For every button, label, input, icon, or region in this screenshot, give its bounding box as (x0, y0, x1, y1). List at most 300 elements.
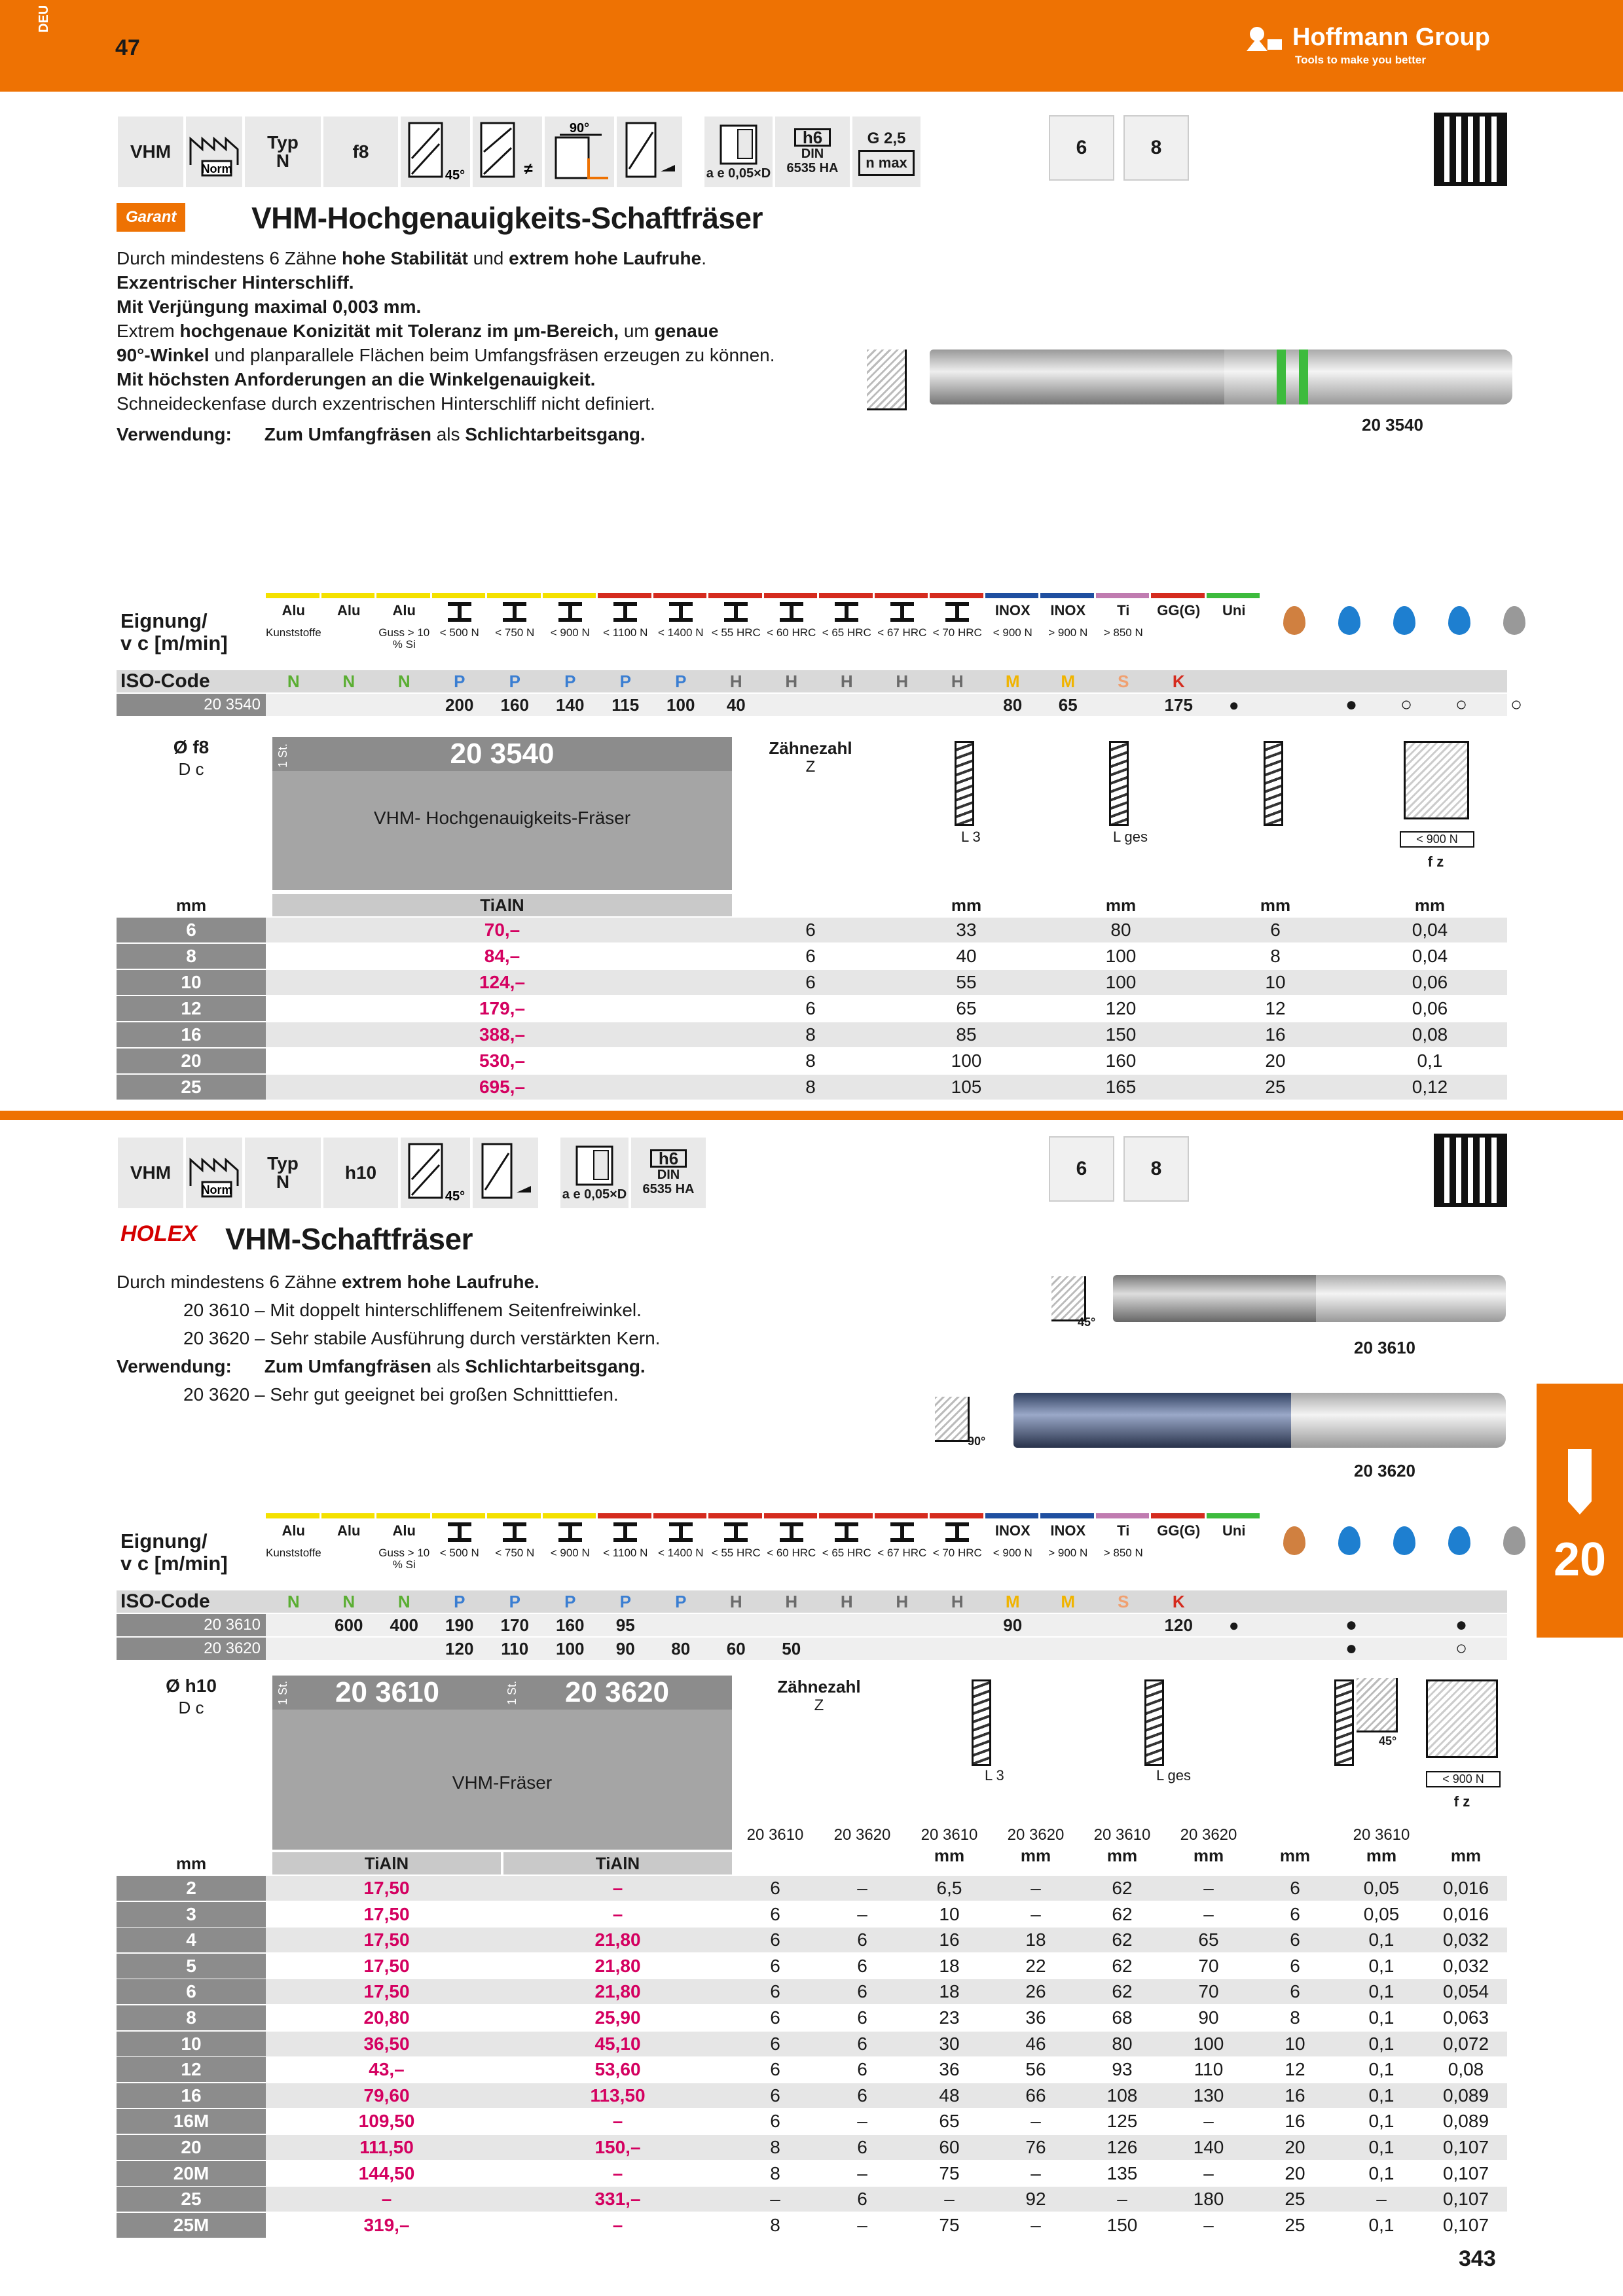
size-cell: 16M (117, 2109, 266, 2134)
qr-code-1[interactable] (1434, 113, 1507, 186)
material-col-sub: < 60 HRC (767, 626, 816, 639)
material-col-title: GG(G) (1157, 602, 1201, 619)
value-cell: 0,04 (1412, 946, 1448, 966)
value-cell: 0,12 (1412, 1077, 1448, 1097)
value-cell: 6 (805, 946, 816, 966)
material-color-bar (708, 1513, 762, 1518)
price-cell[interactable]: 109,50 (358, 2111, 415, 2132)
price-cell[interactable]: 36,50 (363, 2033, 410, 2054)
price-cell[interactable]: – (612, 1878, 623, 1898)
balance-grade: G 2,5 (867, 130, 906, 147)
iso-letter: P (619, 1592, 631, 1611)
shank-h6-box (774, 115, 851, 188)
size-cell: 8 (117, 944, 266, 969)
material-color-bar (1151, 593, 1205, 598)
ae-depth-icon-2 (559, 1136, 630, 1210)
desc-part: Mit Verjüngung maximal 0,003 mm. (117, 296, 422, 317)
value-cell: 0,032 (1442, 1955, 1489, 1976)
teeth-sub-2: Z (814, 1696, 824, 1714)
desc2-line5: 20 3620 – Sehr gut geeignet bei großen Schnitttiefen. (183, 1384, 619, 1405)
price-cell[interactable]: 695,– (479, 1077, 526, 1097)
value-cell: 6 (770, 1878, 780, 1898)
steel-web (734, 1526, 738, 1538)
iso-code-label: ISO-Code (120, 670, 210, 692)
page-number-right: 343 (1459, 2246, 1496, 2271)
usage-label: Verwendung: (117, 424, 232, 444)
value-cell: – (857, 1903, 867, 1924)
material-col-sub: < 65 HRC (822, 1547, 871, 1559)
material-label-2: VHM (117, 1136, 185, 1210)
value-cell: 18 (939, 1981, 960, 2002)
steel-web (458, 1526, 462, 1538)
desc-part: . (701, 248, 706, 268)
value-cell: 6 (857, 1981, 867, 2002)
svg-text:≠: ≠ (524, 160, 533, 178)
value-cell: 6 (1290, 1878, 1300, 1898)
value-cell: 65 (1198, 1929, 1219, 1950)
iso-letter: H (951, 1592, 964, 1611)
value-cell: 8 (1290, 2007, 1300, 2028)
lges-label: L ges (1113, 829, 1148, 845)
lges-label-2: L ges (1156, 1767, 1192, 1784)
page-number-left: 47 (115, 35, 140, 60)
material-col-sub: < 1400 N (658, 1547, 704, 1559)
material-col-sub: Kunststoffe (266, 1547, 321, 1559)
usage-bold-1: Zum Umfangfräsen (264, 424, 431, 444)
value-cell: 0,016 (1442, 1878, 1489, 1898)
price-cell[interactable]: 179,– (479, 998, 526, 1018)
teeth-6-icon-2: 6 (1049, 1136, 1114, 1202)
desc-part: Exzentrischer Hinterschliff. (117, 272, 354, 293)
value-cell: 0,1 (1368, 2162, 1395, 2183)
steel-strength-label: < 900 N (1400, 831, 1474, 848)
tool-dimension-icon (1264, 741, 1283, 826)
desc-part: 90°-Winkel (117, 345, 210, 365)
steel-profile-icon (613, 1522, 637, 1542)
price-table-1 (117, 737, 1507, 1097)
value-cell: – (1376, 2189, 1387, 2210)
value-cell: 0,05 (1363, 1903, 1400, 1924)
cutting-speed-cell: 100 (666, 695, 695, 715)
value-cell: 6 (770, 1981, 780, 2002)
value-cell: 140 (1193, 2137, 1224, 2157)
coolant-mist-icon (1503, 1526, 1525, 1555)
value-cell: 10 (1285, 2033, 1305, 2054)
corner-90-icon (543, 115, 615, 188)
desc-part: Mit höchsten Anforderungen an die Winkelgenauigkeit. (117, 369, 596, 389)
sub-header: 20 3620 (1007, 1826, 1065, 1844)
material-color-bar (598, 593, 651, 598)
value-cell: 62 (1112, 1929, 1133, 1950)
price-cell[interactable]: 17,50 (363, 1903, 410, 1924)
suitability-label-2: v c [m/min] (120, 1552, 228, 1575)
cutter-image-20-3610 (1113, 1275, 1329, 1322)
iso-letter: H (896, 672, 909, 691)
product-title-2: VHM-Schaftfräser (225, 1222, 473, 1256)
material-color-bar (487, 1513, 541, 1518)
iso-letter: P (619, 672, 631, 691)
diameter-label-2: Ø h10 (166, 1676, 217, 1696)
price-cell[interactable]: 113,50 (590, 2085, 646, 2106)
price-cell[interactable]: 17,50 (363, 1878, 410, 1898)
value-cell: – (857, 2111, 867, 2132)
price-cell[interactable]: 17,50 (363, 1929, 410, 1950)
material-color-bar (819, 593, 873, 598)
material-col-title: Alu (282, 602, 305, 619)
steel-profile-icon (890, 1522, 914, 1542)
steel-web (513, 1526, 517, 1538)
value-cell: 8 (1270, 946, 1281, 966)
value-cell: 6 (770, 2033, 780, 2054)
value-cell: 68 (1112, 2007, 1133, 2028)
size-cell: 12 (117, 996, 266, 1021)
value-cell: 0,1 (1368, 2085, 1395, 2106)
tool-dimension-icon-2 (1334, 1679, 1354, 1766)
brand-name: Hoffmann Group (1292, 24, 1490, 51)
size-cell: 25 (117, 1075, 266, 1100)
value-cell: 0,089 (1442, 2111, 1489, 2132)
value-cell: 6 (857, 2137, 867, 2157)
material-color-bar (1207, 1513, 1260, 1518)
iso-letter: H (729, 672, 742, 691)
desc-line (117, 246, 850, 270)
material-col-title: Ti (1117, 602, 1130, 619)
steel-web (845, 606, 848, 618)
teeth-8-icon: 8 (1123, 115, 1189, 181)
value-cell: 165 (1105, 1077, 1137, 1097)
cutting-speed-cell: 90 (615, 1639, 635, 1659)
value-cell: 150 (1106, 2214, 1138, 2235)
price-cell[interactable]: 53,60 (594, 2059, 641, 2080)
value-cell: 20 (1265, 1050, 1286, 1071)
material-color-bar (930, 1513, 983, 1518)
value-cell: – (1203, 2162, 1214, 2183)
value-cell: 0,04 (1412, 920, 1448, 940)
price-cell[interactable]: 43,– (369, 2059, 405, 2080)
section-separator (0, 1111, 1623, 1120)
value-cell: 90 (1198, 2007, 1219, 2028)
hoffmann-logo-icon (1244, 25, 1285, 52)
steel-profile-icon (780, 1522, 803, 1542)
unit-mm: mm (1450, 1846, 1482, 1865)
qr-code-2[interactable] (1434, 1134, 1507, 1207)
unit-mm: mm (1414, 895, 1446, 915)
material-color-bar (543, 1513, 596, 1518)
value-cell: – (770, 2189, 780, 2210)
brand-logo[interactable] (1244, 24, 1490, 67)
side-cut-icon-2 (471, 1136, 539, 1210)
iso-letter: K (1172, 1592, 1185, 1611)
material-col-sub: < 55 HRC (711, 1547, 761, 1559)
steel-profile-icon (945, 1522, 969, 1542)
value-cell: 6 (1290, 1955, 1300, 1976)
value-cell: – (857, 1878, 867, 1898)
value-cell: 46 (1025, 2033, 1046, 2054)
value-cell: 48 (939, 2085, 960, 2106)
cutting-speed-cell: 175 (1164, 695, 1193, 715)
value-cell: 62 (1112, 1903, 1133, 1924)
price-cell[interactable]: 319,– (363, 2214, 410, 2235)
type-box-2 (244, 1136, 322, 1210)
iso-letter: H (785, 1592, 798, 1611)
price-cell[interactable]: 150,– (594, 2137, 641, 2157)
price-cell[interactable]: 79,60 (363, 2085, 410, 2106)
product-number-cell: 20 3610 (117, 1614, 266, 1636)
cutting-speed-cell: ● (1228, 1615, 1239, 1635)
norm-icon (185, 115, 244, 188)
unit-mm: mm (1106, 1846, 1138, 1865)
material-col-sub: < 70 HRC (932, 626, 982, 639)
size-cell: 3 (117, 1902, 266, 1927)
value-cell: – (857, 2214, 867, 2235)
value-cell: 25 (1285, 2214, 1305, 2235)
cutting-speed-cell: 120 (445, 1639, 474, 1659)
value-cell: 6 (857, 2189, 867, 2210)
iso-letter: M (1005, 672, 1020, 691)
value-cell: – (944, 2189, 955, 2210)
green-ring (1277, 350, 1286, 404)
value-cell: 110 (1194, 2059, 1224, 2080)
usage2-mid: als (431, 1356, 465, 1376)
holex-logo: HOLEX (120, 1221, 198, 1246)
cutting-speed-cell: 400 (390, 1615, 418, 1635)
image-label-20-3540: 20 3540 (1362, 415, 1423, 435)
product-description-1 (117, 246, 850, 416)
steel-profile-icon (613, 602, 637, 622)
qty-label-b: 1 St. (505, 1681, 519, 1706)
price-cell[interactable]: – (612, 2214, 623, 2235)
green-ring (1299, 350, 1308, 404)
value-cell: 8 (805, 1050, 816, 1071)
value-cell: 65 (939, 2111, 960, 2132)
value-cell: 20 (1285, 2162, 1305, 2183)
cutting-speed-cell: 40 (726, 695, 746, 715)
value-cell: 20 (1285, 2137, 1305, 2157)
material-col-sub: < 65 HRC (822, 626, 871, 639)
price-cell[interactable]: 530,– (479, 1050, 526, 1071)
value-cell: 56 (1025, 2059, 1046, 2080)
material-col-title: Uni (1222, 602, 1246, 619)
value-cell: 26 (1025, 1981, 1046, 2002)
value-cell: 6 (1270, 920, 1281, 940)
norm-label: Norm (201, 162, 232, 175)
value-cell: 36 (1025, 2007, 1046, 2028)
price-cell[interactable]: 21,80 (594, 1981, 641, 2002)
size-cell: 16 (117, 1022, 266, 1047)
cutting-speed-cell: 80 (671, 1639, 691, 1659)
material-col-sub: < 60 HRC (767, 1547, 816, 1559)
ae-depth-icon (703, 115, 774, 188)
nmax-label: n max (858, 150, 915, 176)
svg-text:45°: 45° (445, 1189, 465, 1204)
ae-label-2: a e 0,05×D (562, 1187, 627, 1202)
corner-chamfer-icon (867, 350, 907, 410)
price-cell[interactable]: 20,80 (363, 2007, 410, 2028)
cutting-speed-cell: 115 (611, 695, 640, 715)
usage-line-1 (117, 422, 646, 446)
price-cell[interactable]: – (381, 2189, 392, 2210)
tool-dimension-icon-2 (972, 1679, 991, 1766)
material-col-sub: < 750 N (495, 626, 535, 639)
steel-profile-icon (724, 602, 748, 622)
chapter-tab[interactable] (1537, 1384, 1623, 1638)
unit-mm: mm (1366, 1846, 1397, 1865)
value-cell: 6 (770, 2111, 780, 2132)
desc-line (117, 343, 850, 367)
price-cell[interactable]: 21,80 (594, 1929, 641, 1950)
desc2-line1-a: Durch mindestens 6 Zähne (117, 1272, 342, 1292)
cutting-speed-cell: ● (1228, 695, 1239, 715)
din-number-2: 6535 HA (642, 1182, 695, 1196)
steel-web (679, 606, 683, 618)
value-cell: 6 (770, 1903, 780, 1924)
value-cell: 6,5 (936, 1878, 962, 1898)
tolerance-label-2: h10 (322, 1136, 399, 1210)
unit-mm: mm (175, 1854, 207, 1873)
desc-part: Extrem (117, 321, 180, 341)
price-cell[interactable]: 144,50 (358, 2162, 415, 2183)
coolant-rating-cell: ● (1345, 1638, 1358, 1659)
value-cell: 6 (805, 972, 816, 992)
cutting-speed-cell: 65 (1058, 695, 1078, 715)
value-cell: 92 (1025, 2189, 1046, 2210)
cutting-speed-cell: 160 (556, 1615, 585, 1635)
cutting-speed-cell: 90 (1003, 1615, 1023, 1635)
material-color-bar (321, 1513, 375, 1518)
value-cell: 0,1 (1368, 2007, 1395, 2028)
helix-45-icon-2 (399, 1136, 471, 1210)
desc2-line2: 20 3610 – Mit doppelt hinterschliffenem Seitenfreiwinkel. (183, 1300, 642, 1320)
material-color-bar (376, 1513, 430, 1518)
value-cell: 0,06 (1412, 972, 1448, 992)
value-cell: 125 (1106, 2111, 1138, 2132)
material-col-sub: < 67 HRC (877, 626, 927, 639)
coolant-rating-cell: ● (1345, 1614, 1358, 1636)
spec-icon-row (117, 115, 922, 188)
iso-letter: H (840, 1592, 853, 1611)
teeth-label-2: Zähnezahl (777, 1677, 861, 1696)
price-cell[interactable]: – (612, 2111, 623, 2132)
svg-text:90°: 90° (569, 121, 590, 135)
material-color-bar (764, 1513, 818, 1518)
material-color-bar (543, 593, 596, 598)
value-cell: 6 (805, 998, 816, 1018)
material-color-bar (1040, 593, 1094, 598)
spec-icon-row-2 (117, 1136, 706, 1210)
fz-label-2: f z (1453, 1793, 1470, 1810)
price-cell[interactable]: 17,50 (363, 1981, 410, 2002)
svg-text:Norm: Norm (201, 1183, 232, 1196)
qty-label-a: 1 St. (276, 1681, 289, 1706)
steel-web (513, 606, 517, 618)
iso-letter: P (509, 672, 520, 691)
price-cell[interactable]: 45,10 (594, 2033, 641, 2054)
qty-label: 1 St. (276, 744, 289, 768)
feed-icon-2 (1426, 1679, 1498, 1758)
feed-icon (1404, 741, 1469, 819)
iso-letter: M (1005, 1592, 1020, 1611)
value-cell: 0,1 (1368, 2137, 1395, 2157)
iso-letter: N (342, 1592, 356, 1611)
desc-line (117, 391, 850, 416)
diameter-sub: D c (178, 759, 204, 779)
material-col-title: Alu (392, 602, 416, 619)
side-cut-icon (615, 115, 684, 188)
coolant-rating-cell: ● (1345, 694, 1358, 715)
chapter-number: 20 (1553, 1534, 1607, 1586)
steel-profile-icon (945, 602, 969, 622)
value-cell: 0,063 (1442, 2007, 1489, 2028)
price-cell[interactable]: – (612, 2162, 623, 2183)
size-cell: 6 (117, 918, 266, 942)
coolant-spray-icon (1393, 606, 1415, 635)
coolant-drop-blue-icon (1338, 1526, 1360, 1555)
price-cell[interactable]: – (612, 1903, 623, 1924)
price-cell[interactable]: 388,– (479, 1024, 526, 1045)
material-color-bar (487, 593, 541, 598)
value-cell: – (1030, 2162, 1041, 2183)
value-cell: 0,1 (1368, 2111, 1395, 2132)
value-cell: 62 (1112, 1955, 1133, 1976)
unit-mm: mm (1279, 1846, 1311, 1865)
coolant-dry-x-icon (1448, 606, 1470, 635)
value-cell: 6 (1290, 1981, 1300, 2002)
material-col-sub: < 67 HRC (877, 1547, 927, 1559)
size-cell: 2 (117, 1876, 266, 1901)
price-cell[interactable]: 111,50 (359, 2137, 414, 2157)
value-cell: 0,1 (1368, 1955, 1395, 1976)
steel-strength-label-2: < 900 N (1426, 1771, 1501, 1787)
price-cell[interactable]: 84,– (484, 946, 520, 966)
value-cell: 0,107 (1442, 2162, 1489, 2183)
desc-line (117, 295, 850, 319)
value-cell: 23 (939, 2007, 960, 2028)
desc-line (117, 367, 850, 391)
unequal-pitch-icon (471, 115, 543, 188)
type-value-2: N (276, 1172, 290, 1192)
price-cell[interactable]: 25,90 (594, 2007, 641, 2028)
value-cell: 70 (1198, 1981, 1219, 2002)
price-cell[interactable]: 21,80 (594, 1955, 641, 1976)
product-number-b: 20 3620 (564, 1676, 670, 1708)
material-col-title: Ti (1117, 1522, 1130, 1539)
steel-web (623, 606, 627, 618)
chamfer-angle-45: 45° (1078, 1316, 1096, 1329)
cutter-shank (1224, 350, 1512, 404)
value-cell: 100 (1105, 972, 1137, 992)
ae-label: a e 0,05×D (706, 166, 771, 181)
coolant-spray-icon (1393, 1526, 1415, 1555)
tool-dimension-icon (955, 741, 974, 826)
din-label-2: DIN (657, 1168, 680, 1182)
price-cell[interactable]: 17,50 (363, 1955, 410, 1976)
suitability-table-1 (117, 593, 1523, 717)
price-cell[interactable]: 331,– (594, 2189, 641, 2210)
material-color-bar (985, 593, 1039, 598)
l3-label-2: L 3 (985, 1767, 1004, 1784)
svg-text:45°: 45° (445, 168, 465, 183)
value-cell: 108 (1106, 2085, 1138, 2106)
steel-profile-icon (835, 1522, 858, 1542)
price-cell[interactable]: 124,– (479, 972, 526, 992)
value-cell: 80 (1110, 920, 1131, 940)
price-cell[interactable]: 70,– (484, 920, 520, 940)
iso-letter: H (840, 672, 853, 691)
value-cell: 66 (1025, 2085, 1046, 2106)
tolerance-label: f8 (322, 115, 399, 188)
iso-code-label: ISO-Code (120, 1590, 210, 1612)
coolant-rating-cell: ○ (1510, 694, 1523, 715)
